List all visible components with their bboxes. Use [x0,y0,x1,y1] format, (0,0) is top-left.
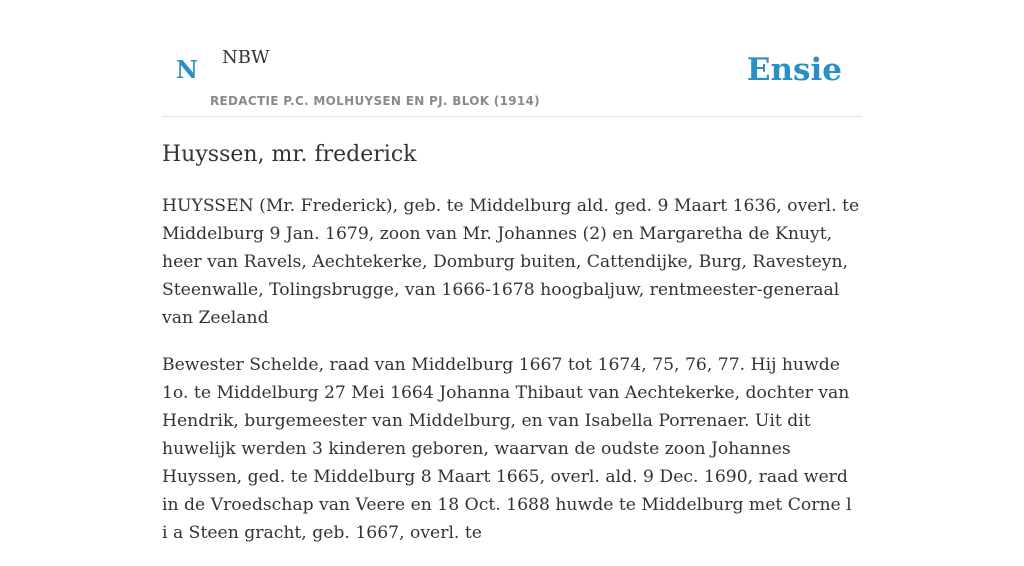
ensie-logo-link[interactable]: Ensie [746,52,842,88]
source-header [162,0,862,117]
article-body [162,192,862,566]
source-subtitle: REDACTIE P.C. MOLHUYSEN EN PJ. BLOK (1914) [210,94,540,108]
article-paragraph: HUYSSEN (Mr. Frederick), geb. te Middelburg ald. ged. 9 Maart 1636, overl. te Middelburg 9 Jan. 1679, zoon van Mr. Johannes (2) en Margaretha de Knuyt, heer van Ravels, Aechtekerke, Domburg buiten, Cattendijke, Burg, Ravesteyn, Steenwalle, Tolingsbrugge, van 1666-1678 hoogbaljuw, rentmeester-generaal van Zeeland [162,196,860,328]
article-title: Huyssen, mr. frederick [162,142,417,167]
article-paragraph: Bewester Schelde, raad van Middelburg 1667 tot 1674, 75, 76, 77. Hij huwde 1o. te Middelburg 27 Mei 1664 Johanna Thibaut van Aechtekerke, dochter van Hendrik, burgemeester van Middelburg, en van Isabella Porrenaer. Uit dit huwelijk werden 3 kinderen geboren, waarvan de oudste zoon Johannes Huyssen, ged. te Middelburg 8 Maart 1665, overl. ald. 9 Dec. 1690, raad werd in de Vroedschap van Veere en 18 Oct. 1688 huwde te Middelburg met Corne l i a Steen gracht, geb. 1667, overl. te [162,355,852,543]
source-name-link[interactable]: NBW [222,47,270,68]
source-logo[interactable]: N [176,55,198,84]
